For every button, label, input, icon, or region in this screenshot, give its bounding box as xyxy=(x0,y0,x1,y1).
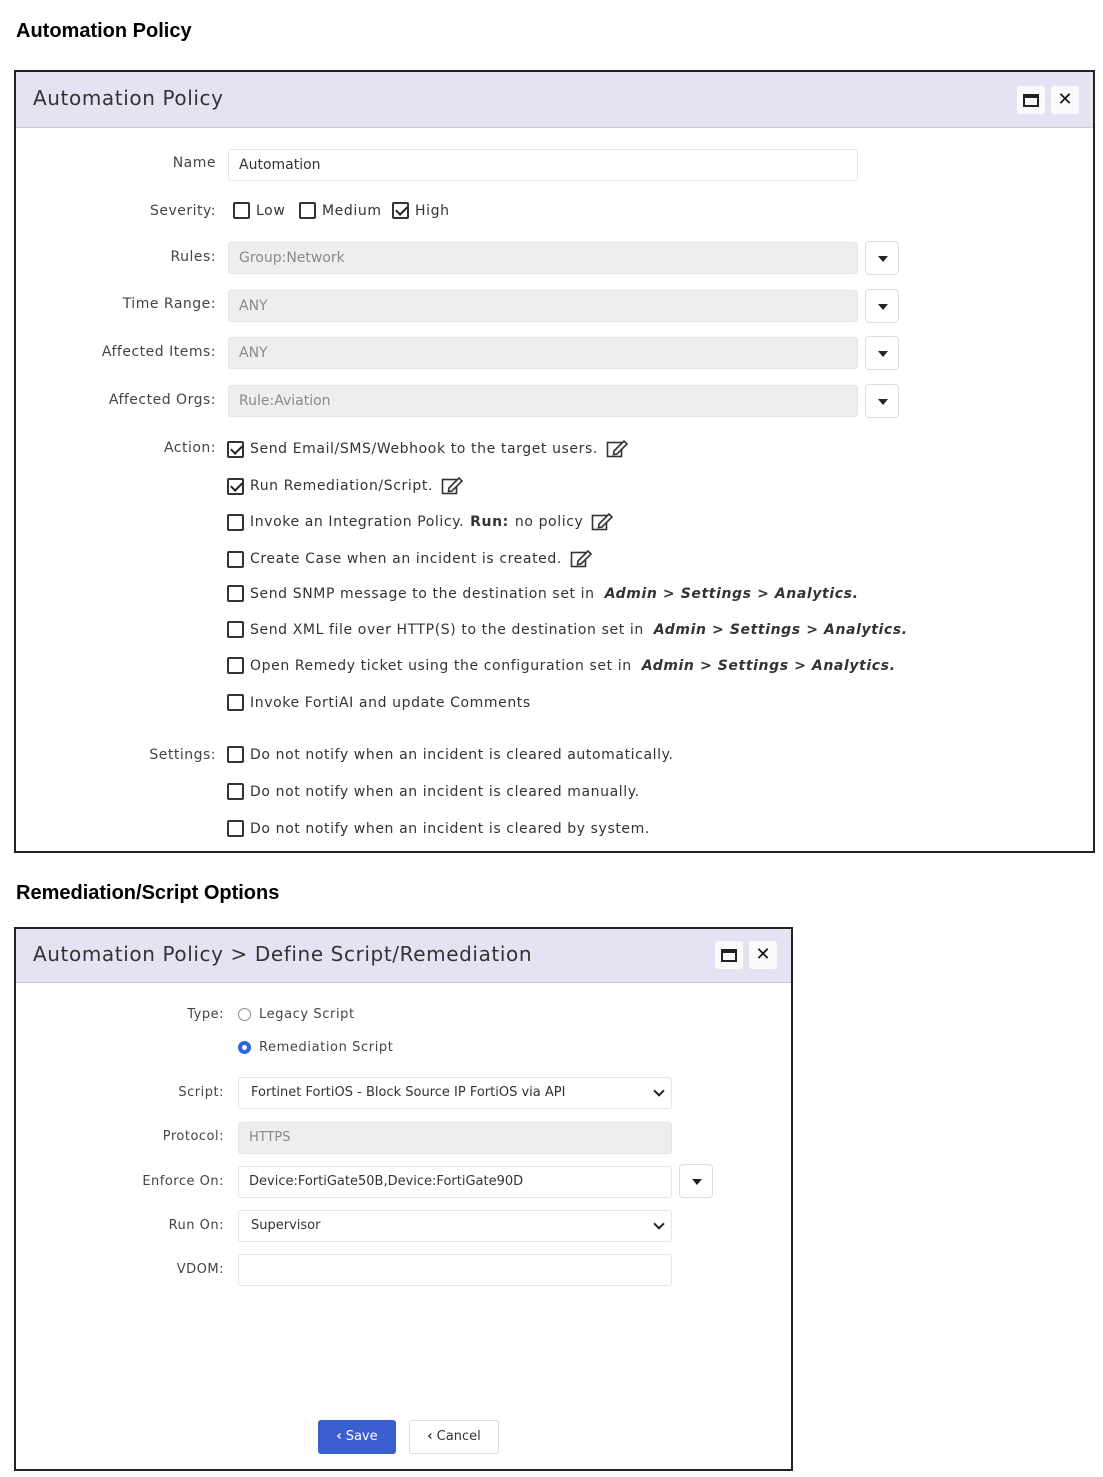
severity-high-label: High xyxy=(415,202,450,219)
checkbox[interactable] xyxy=(227,585,244,602)
protocol-input: HTTPS xyxy=(238,1122,672,1154)
checkbox[interactable] xyxy=(227,441,244,458)
run-on-select-value: Supervisor xyxy=(251,1218,321,1233)
cancel-button-label: Cancel xyxy=(436,1429,481,1444)
action-label: Action: xyxy=(163,440,216,456)
time-range-label: Time Range: xyxy=(122,296,216,312)
checkbox[interactable] xyxy=(392,202,409,219)
severity-label: Severity: xyxy=(149,203,216,219)
maximize-icon[interactable] xyxy=(1017,86,1045,114)
action-fortiai-checkbox[interactable] xyxy=(227,694,531,711)
run-on-label: Run On: xyxy=(168,1218,224,1233)
action-run-remediation-checkbox[interactable] xyxy=(227,476,463,496)
action-send-email-checkbox[interactable] xyxy=(227,439,628,459)
dialog-header xyxy=(16,72,1093,128)
script-select[interactable] xyxy=(238,1077,672,1109)
run-on-select[interactable] xyxy=(238,1210,672,1242)
action-snmp-label: Send SNMP message to the destination set in xyxy=(250,585,595,602)
action-xml-label: Send XML file over HTTP(S) to the destination set in xyxy=(250,621,644,638)
save-button[interactable] xyxy=(318,1420,396,1454)
dialog-header xyxy=(16,929,791,983)
edit-icon[interactable] xyxy=(606,439,628,459)
setting-cleared-manually-label: Do not notify when an incident is cleared manually. xyxy=(250,783,640,800)
edit-icon[interactable] xyxy=(591,512,613,532)
affected-items-input: ANY xyxy=(228,337,858,369)
checkbox[interactable] xyxy=(227,621,244,638)
affected-orgs-label: Affected Orgs: xyxy=(108,392,216,408)
severity-medium-checkbox[interactable] xyxy=(299,202,382,219)
setting-cleared-manually-checkbox[interactable] xyxy=(227,783,640,800)
edit-icon[interactable] xyxy=(441,476,463,496)
legacy-script-label: Legacy Script xyxy=(259,1007,355,1022)
settings-label: Settings: xyxy=(149,747,216,763)
checkbox[interactable] xyxy=(227,478,244,495)
dialog-title: Automation Policy > Define Script/Remediation xyxy=(33,942,533,966)
checkbox[interactable] xyxy=(227,694,244,711)
affected-orgs-dropdown-icon[interactable] xyxy=(865,384,899,418)
setting-cleared-automatically-checkbox[interactable] xyxy=(227,746,674,763)
run-label: Run: xyxy=(470,514,509,530)
settings-path-link: Admin > Settings > Analytics. xyxy=(604,585,859,602)
action-xml-checkbox[interactable] xyxy=(227,621,908,638)
action-create-case-label: Create Case when an incident is created. xyxy=(250,551,562,567)
name-label: Name xyxy=(172,155,216,171)
script-label: Script: xyxy=(178,1085,224,1100)
radio-button[interactable] xyxy=(238,1041,251,1054)
dialog-title: Automation Policy xyxy=(33,86,224,110)
affected-orgs-input: Rule:Aviation xyxy=(228,385,858,417)
settings-path-link: Admin > Settings > Analytics. xyxy=(641,657,896,674)
action-fortiai-label: Invoke FortiAI and update Comments xyxy=(250,694,531,711)
edit-icon[interactable] xyxy=(570,549,592,569)
setting-cleared-automatically-label: Do not notify when an incident is cleared automatically. xyxy=(250,746,674,763)
rules-label: Rules: xyxy=(170,249,216,265)
cancel-button[interactable] xyxy=(409,1420,499,1454)
checkbox[interactable] xyxy=(299,202,316,219)
action-integration-policy-label: Invoke an Integration Policy. xyxy=(250,514,465,530)
chevron-down-icon xyxy=(653,1085,664,1096)
remediation-script-radio[interactable] xyxy=(238,1040,393,1055)
time-range-input: ANY xyxy=(228,290,858,322)
type-label: Type: xyxy=(187,1007,224,1022)
checkbox[interactable] xyxy=(227,783,244,800)
automation-policy-dialog xyxy=(14,70,1095,853)
affected-items-label: Affected Items: xyxy=(101,344,216,360)
close-icon[interactable]: ✕ xyxy=(749,941,777,969)
chevron-left-icon: ‹ xyxy=(427,1429,433,1444)
setting-cleared-by-system-checkbox[interactable] xyxy=(227,820,650,837)
vdom-input[interactable] xyxy=(238,1254,672,1286)
action-run-remediation-label: Run Remediation/Script. xyxy=(250,478,434,494)
checkbox[interactable] xyxy=(227,551,244,568)
script-select-value: Fortinet FortiOS - Block Source IP FortiOS via API xyxy=(251,1085,566,1100)
remediation-script-label: Remediation Script xyxy=(259,1040,394,1055)
action-integration-policy-checkbox[interactable] xyxy=(227,512,613,532)
chevron-down-icon xyxy=(653,1218,664,1229)
integration-policy-value: no policy xyxy=(514,514,584,530)
action-snmp-checkbox[interactable] xyxy=(227,585,859,602)
legacy-script-radio[interactable] xyxy=(238,1007,355,1022)
action-send-email-label: Send Email/SMS/Webhook to the target users. xyxy=(250,441,598,457)
affected-items-dropdown-icon[interactable] xyxy=(865,336,899,370)
maximize-icon[interactable] xyxy=(715,941,743,969)
severity-medium-label: Medium xyxy=(322,202,382,219)
checkbox[interactable] xyxy=(227,657,244,674)
enforce-on-input[interactable]: Device:FortiGate50B,Device:FortiGate90D xyxy=(238,1166,672,1198)
enforce-on-dropdown-icon[interactable] xyxy=(679,1164,713,1198)
define-script-dialog xyxy=(14,927,793,1471)
enforce-on-label: Enforce On: xyxy=(142,1174,224,1189)
severity-low-checkbox[interactable] xyxy=(233,202,285,219)
rules-dropdown-icon[interactable] xyxy=(865,241,899,275)
action-create-case-checkbox[interactable] xyxy=(227,549,592,569)
checkbox[interactable] xyxy=(227,514,244,531)
setting-cleared-by-system-label: Do not notify when an incident is cleared by system. xyxy=(250,820,650,837)
remediation-section-heading: Remediation/Script Options xyxy=(16,882,280,904)
action-remedy-label: Open Remedy ticket using the configuration set in xyxy=(250,657,632,674)
checkbox[interactable] xyxy=(233,202,250,219)
protocol-label: Protocol: xyxy=(162,1129,224,1144)
action-remedy-checkbox[interactable] xyxy=(227,657,896,674)
time-range-dropdown-icon[interactable] xyxy=(865,289,899,323)
policy-section-heading: Automation Policy xyxy=(16,20,192,42)
close-icon[interactable]: ✕ xyxy=(1051,86,1079,114)
checkbox[interactable] xyxy=(227,746,244,763)
rules-input: Group:Network xyxy=(228,242,858,274)
chevron-left-icon: ‹ xyxy=(336,1429,342,1444)
name-input[interactable]: Automation xyxy=(228,149,858,181)
checkbox[interactable] xyxy=(227,820,244,837)
severity-low-label: Low xyxy=(256,202,286,219)
settings-path-link: Admin > Settings > Analytics. xyxy=(653,621,908,638)
radio-button[interactable] xyxy=(238,1008,251,1021)
severity-high-checkbox[interactable] xyxy=(392,202,450,219)
vdom-label: VDOM: xyxy=(176,1262,224,1277)
save-button-label: Save xyxy=(345,1429,378,1444)
